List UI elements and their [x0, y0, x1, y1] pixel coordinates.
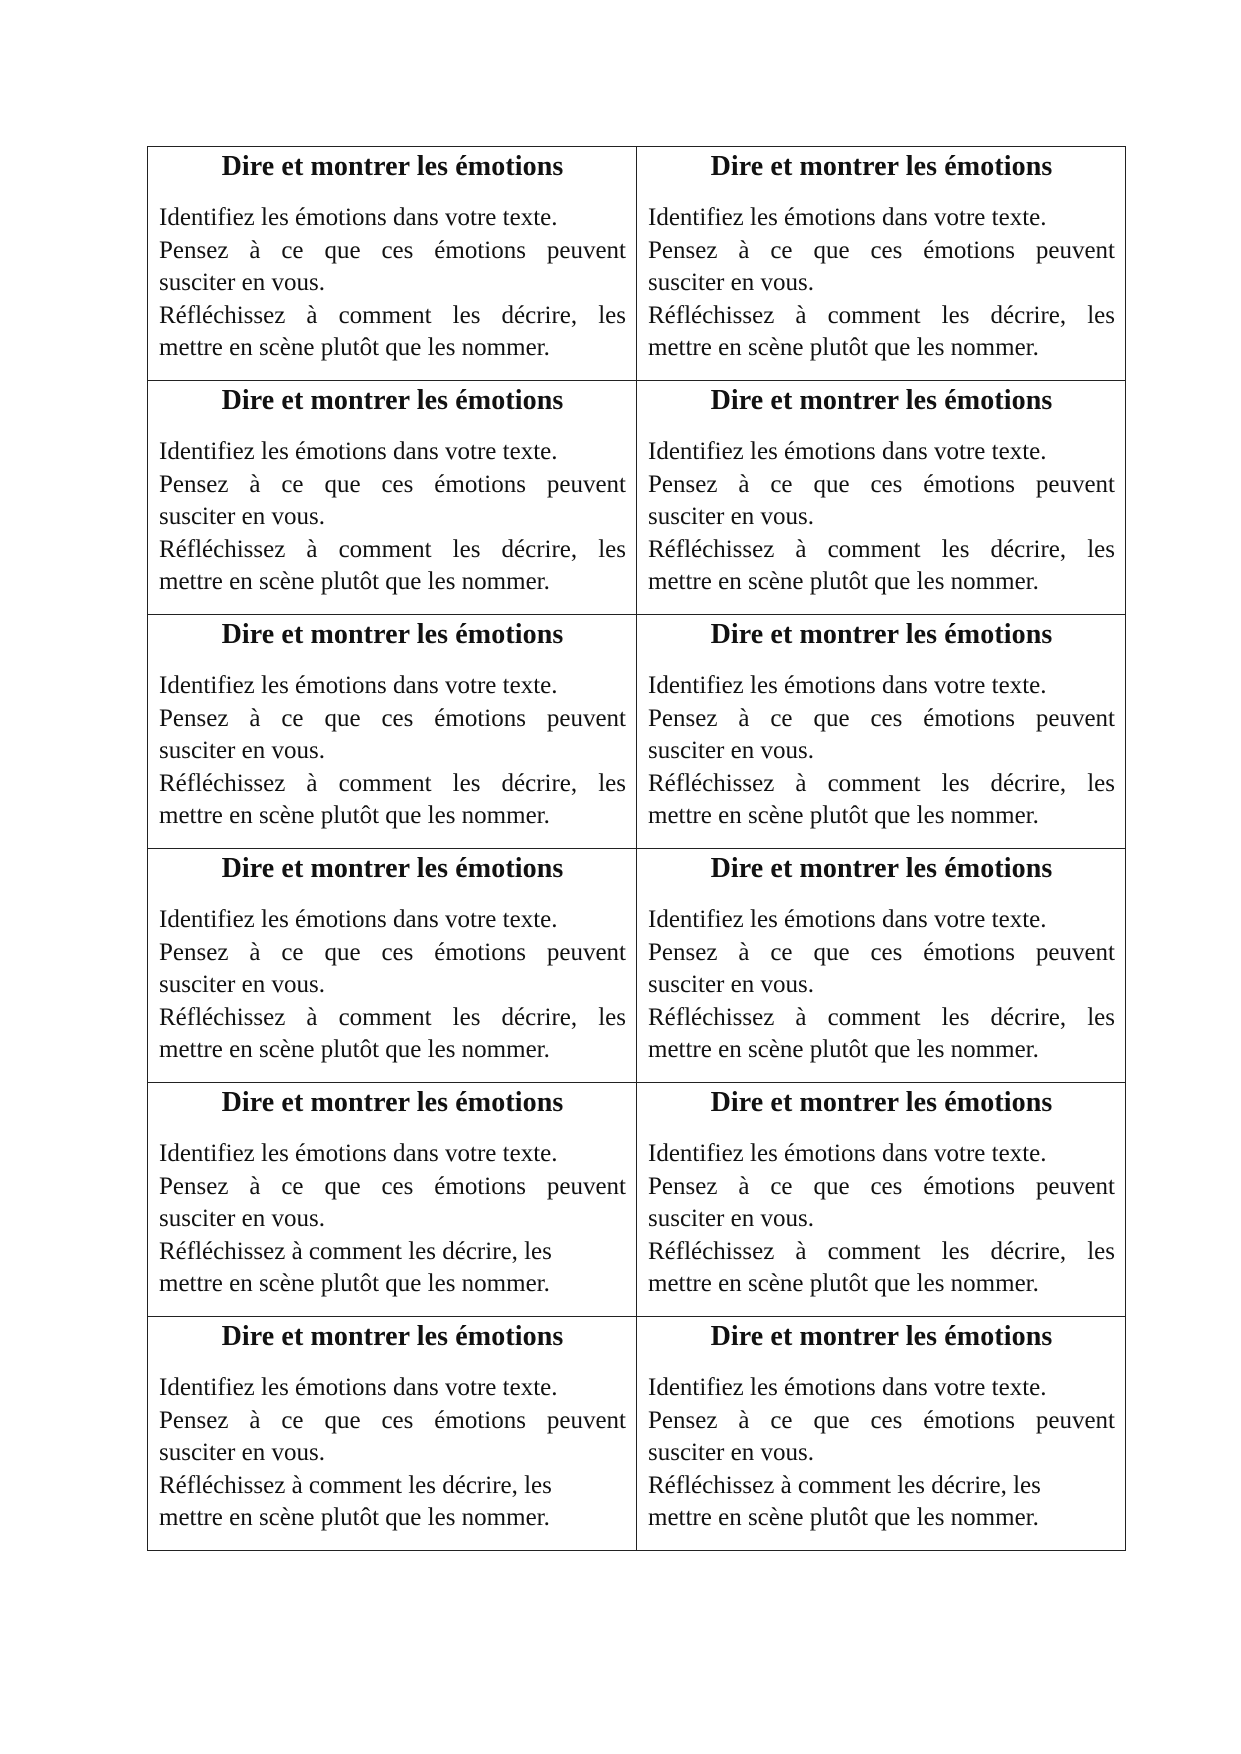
card-instructions: [159, 1372, 626, 1535]
card-text-line: Identifiez les émotions dans votre texte.: [648, 1140, 1047, 1167]
card-instructions: [648, 1372, 1115, 1535]
card-text-line: susciter en vous.: [648, 269, 814, 296]
card-text-line: Pensez à ce que ces émotions peuvent: [159, 1172, 626, 1200]
card-text-line: mettre en scène plutôt que les nommer.: [648, 1504, 1039, 1531]
card-instructions: [648, 904, 1115, 1067]
card-text-line: Pensez à ce que ces émotions peuvent: [159, 704, 626, 732]
card-text-line: Pensez à ce que ces émotions peuvent: [648, 1406, 1115, 1434]
card-title: Dire et montrer les émotions: [221, 385, 564, 416]
card-title: Dire et montrer les émotions: [221, 853, 564, 884]
card-text-line: Réfléchissez à comment les décrire, les: [648, 1471, 1041, 1499]
emotion-card: [637, 147, 1125, 365]
emotion-card: [637, 1317, 1125, 1535]
card-cell: [637, 381, 1126, 615]
card-text-line: mettre en scène plutôt que les nommer.: [648, 802, 1039, 829]
card-instructions: [648, 1138, 1115, 1301]
card-cell: [637, 1317, 1126, 1551]
card-cell: [637, 147, 1126, 381]
card-cell: [148, 1083, 637, 1317]
card-text-line: mettre en scène plutôt que les nommer.: [648, 1270, 1039, 1297]
card-text-line: susciter en vous.: [648, 971, 814, 998]
card-instructions: [648, 670, 1115, 833]
card-text-line: mettre en scène plutôt que les nommer.: [648, 334, 1039, 361]
card-title: Dire et montrer les émotions: [710, 1321, 1053, 1352]
card-text-line: susciter en vous.: [159, 269, 325, 296]
emotion-card: [637, 1083, 1125, 1301]
card-cell: [148, 1317, 637, 1551]
card-text-line: mettre en scène plutôt que les nommer.: [159, 1504, 550, 1531]
card-title: Dire et montrer les émotions: [221, 1321, 564, 1352]
emotion-card: [148, 147, 636, 365]
card-text-line: susciter en vous.: [159, 737, 325, 764]
card-title: Dire et montrer les émotions: [710, 619, 1053, 650]
card-text-line: Identifiez les émotions dans votre texte.: [648, 438, 1047, 465]
card-title: Dire et montrer les émotions: [710, 385, 1053, 416]
card-text-line: Pensez à ce que ces émotions peuvent: [648, 938, 1115, 966]
card-instructions: [159, 202, 626, 365]
card-text-line: Identifiez les émotions dans votre texte.: [159, 204, 558, 231]
card-text-line: susciter en vous.: [648, 1205, 814, 1232]
card-cell: [637, 615, 1126, 849]
card-text-line: Identifiez les émotions dans votre texte.: [159, 1374, 558, 1401]
emotion-card: [148, 1317, 636, 1535]
card-text-line: Réfléchissez à comment les décrire, les: [159, 769, 626, 797]
card-instructions: [159, 670, 626, 833]
card-text-line: Identifiez les émotions dans votre texte.: [648, 1374, 1047, 1401]
card-text-line: Pensez à ce que ces émotions peuvent: [159, 236, 626, 264]
emotion-card: [148, 615, 636, 833]
card-title: Dire et montrer les émotions: [221, 1087, 564, 1118]
card-row: [148, 849, 1126, 1083]
card-text-line: Réfléchissez à comment les décrire, les: [648, 769, 1115, 797]
card-title: Dire et montrer les émotions: [221, 151, 564, 182]
card-text-line: Pensez à ce que ces émotions peuvent: [648, 236, 1115, 264]
card-text-line: mettre en scène plutôt que les nommer.: [159, 802, 550, 829]
card-text-line: susciter en vous.: [159, 971, 325, 998]
card-text-line: Identifiez les émotions dans votre texte.: [648, 906, 1047, 933]
card-text-line: Réfléchissez à comment les décrire, les: [159, 1471, 552, 1499]
card-text-line: mettre en scène plutôt que les nommer.: [159, 568, 550, 595]
emotion-card: [148, 849, 636, 1067]
card-text-line: Pensez à ce que ces émotions peuvent: [159, 470, 626, 498]
card-text-line: Réfléchissez à comment les décrire, les: [159, 301, 626, 329]
card-title: Dire et montrer les émotions: [710, 151, 1053, 182]
card-text-line: Réfléchissez à comment les décrire, les: [648, 301, 1115, 329]
emotion-card: [148, 381, 636, 599]
card-text-line: Identifiez les émotions dans votre texte.: [159, 672, 558, 699]
card-text-line: mettre en scène plutôt que les nommer.: [648, 1036, 1039, 1063]
card-row: [148, 147, 1126, 381]
card-text-line: susciter en vous.: [159, 503, 325, 530]
card-text-line: susciter en vous.: [159, 1205, 325, 1232]
card-text-line: susciter en vous.: [648, 503, 814, 530]
card-text-line: Pensez à ce que ces émotions peuvent: [648, 1172, 1115, 1200]
card-text-line: Identifiez les émotions dans votre texte.: [159, 906, 558, 933]
card-text-line: Pensez à ce que ces émotions peuvent: [648, 704, 1115, 732]
card-instructions: [159, 1138, 626, 1301]
card-text-line: Identifiez les émotions dans votre texte.: [648, 672, 1047, 699]
card-text-line: mettre en scène plutôt que les nommer.: [648, 568, 1039, 595]
card-instructions: [159, 436, 626, 599]
card-text-line: Réfléchissez à comment les décrire, les: [159, 1237, 552, 1265]
card-title: Dire et montrer les émotions: [221, 619, 564, 650]
emotion-card: [637, 615, 1125, 833]
card-cell: [637, 849, 1126, 1083]
card-row: [148, 615, 1126, 849]
card-cell: [148, 147, 637, 381]
card-sheet-body: [148, 147, 1126, 1551]
card-text-line: Réfléchissez à comment les décrire, les: [648, 1237, 1115, 1265]
card-cell: [637, 1083, 1126, 1317]
card-text-line: Réfléchissez à comment les décrire, les: [159, 1003, 626, 1031]
card-text-line: Réfléchissez à comment les décrire, les: [648, 1003, 1115, 1031]
emotion-card: [637, 849, 1125, 1067]
card-text-line: Réfléchissez à comment les décrire, les: [648, 535, 1115, 563]
emotion-card: [637, 381, 1125, 599]
card-title: Dire et montrer les émotions: [710, 853, 1053, 884]
card-text-line: Réfléchissez à comment les décrire, les: [159, 535, 626, 563]
card-text-line: Identifiez les émotions dans votre texte.: [159, 1140, 558, 1167]
emotion-card: [148, 1083, 636, 1301]
card-row: [148, 1317, 1126, 1551]
card-text-line: Pensez à ce que ces émotions peuvent: [159, 938, 626, 966]
card-text-line: mettre en scène plutôt que les nommer.: [159, 1036, 550, 1063]
card-instructions: [648, 202, 1115, 365]
card-text-line: mettre en scène plutôt que les nommer.: [159, 1270, 550, 1297]
card-instructions: [648, 436, 1115, 599]
card-text-line: susciter en vous.: [648, 1439, 814, 1466]
card-row: [148, 1083, 1126, 1317]
card-sheet-table: [147, 146, 1126, 1551]
card-cell: [148, 615, 637, 849]
card-cell: [148, 381, 637, 615]
card-title: Dire et montrer les émotions: [710, 1087, 1053, 1118]
card-text-line: susciter en vous.: [648, 737, 814, 764]
card-text-line: Identifiez les émotions dans votre texte.: [159, 438, 558, 465]
card-text-line: Pensez à ce que ces émotions peuvent: [648, 470, 1115, 498]
card-text-line: Identifiez les émotions dans votre texte.: [648, 204, 1047, 231]
card-text-line: susciter en vous.: [159, 1439, 325, 1466]
card-text-line: mettre en scène plutôt que les nommer.: [159, 334, 550, 361]
card-text-line: Pensez à ce que ces émotions peuvent: [159, 1406, 626, 1434]
card-instructions: [159, 904, 626, 1067]
card-row: [148, 381, 1126, 615]
card-cell: [148, 849, 637, 1083]
